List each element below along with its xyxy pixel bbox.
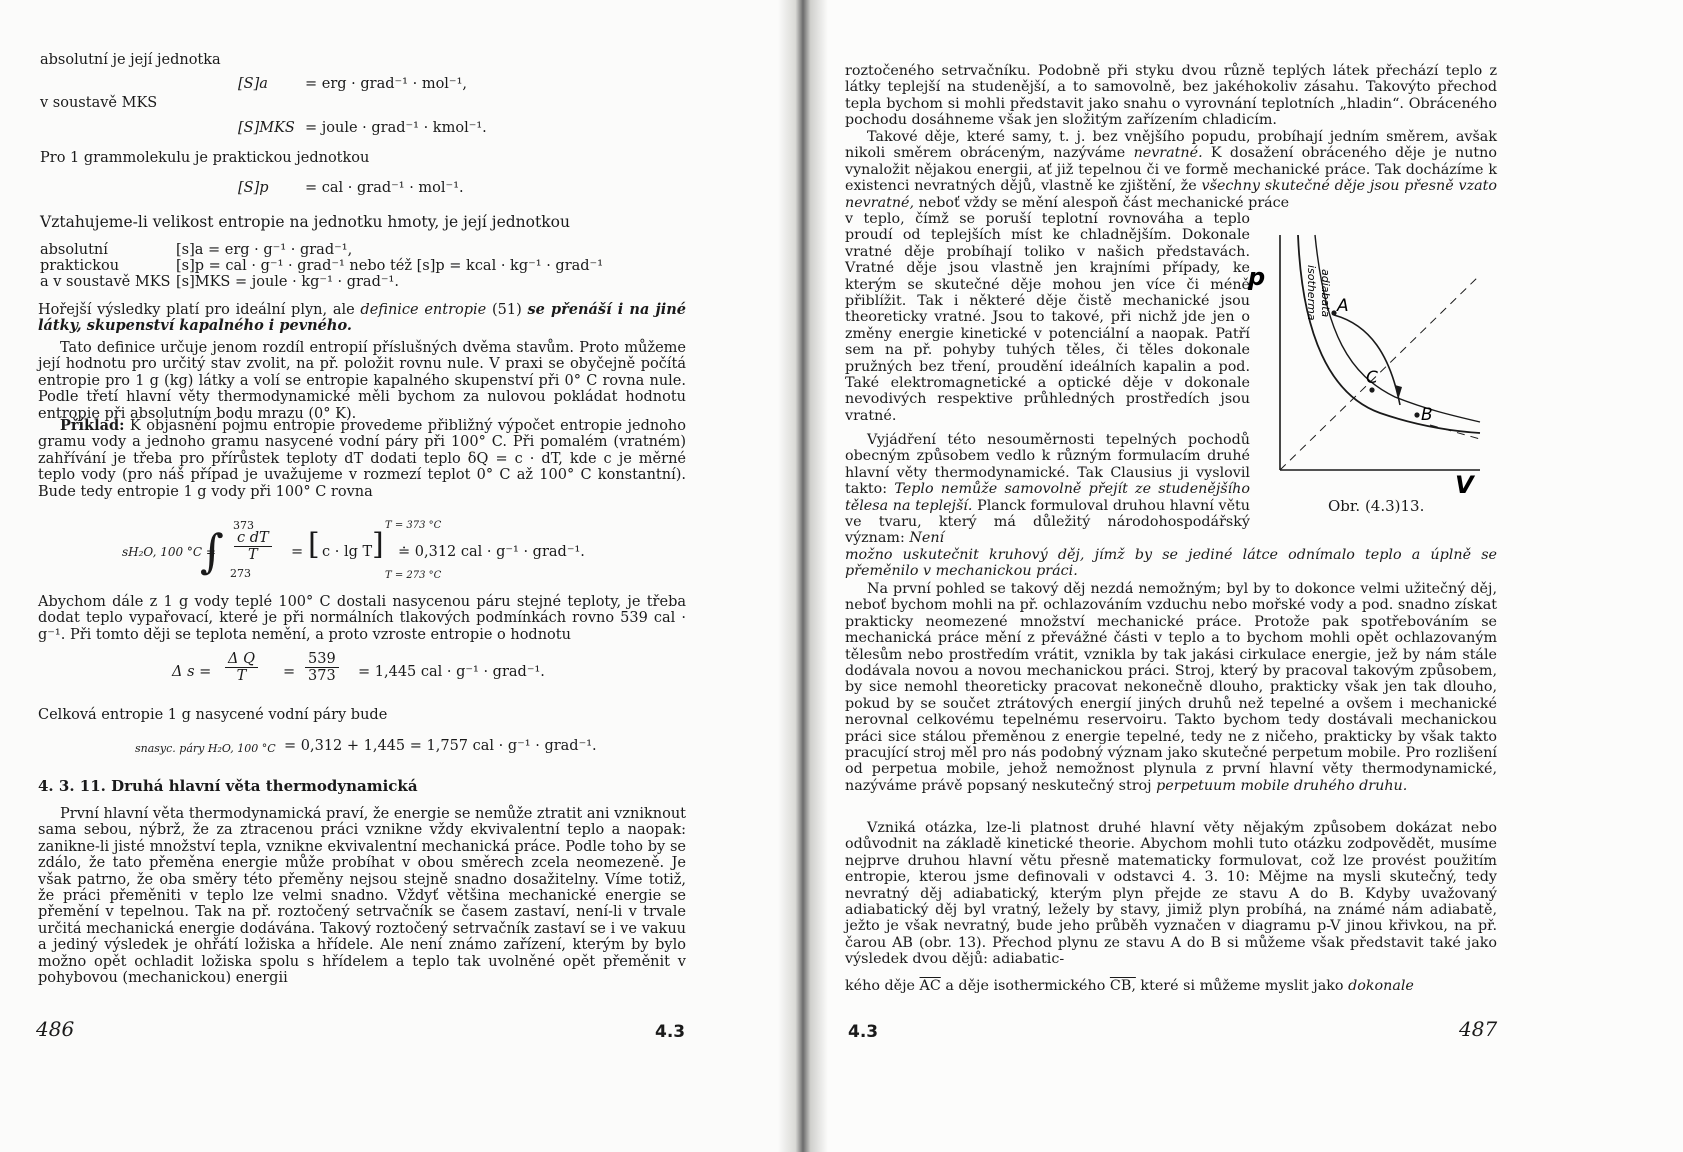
paragraph-emphasis: možno uskutečnit kruhový děj, jímž by se jediné látce odnímalo teplo a úplně se přeměnilo v mechanickou práci. — [845, 547, 1497, 580]
point-b-marker — [1414, 412, 1419, 417]
emphasis: perpetuum mobile druhého druhu. — [1156, 777, 1408, 794]
text-span: Hořejší výsledky platí pro ideální plyn, ale — [38, 302, 361, 318]
text-span: K dosažení obráceného děje je nutno vynaložit nějakou energii, ať již tepelnou či ve formě mechanické práce. Tak docházíme k existenci nevratných dějů, vlastně ke zjištění, že — [845, 145, 1497, 195]
right-page — [800, 0, 1683, 1152]
unit-label: praktickou — [40, 258, 120, 274]
equation-result: = 1,445 cal · g⁻¹ · grad⁻¹. — [358, 664, 545, 680]
text-line: Pro 1 grammolekulu je praktickou jednotkou — [40, 150, 370, 166]
text-line: v soustavě MKS — [40, 95, 158, 111]
equation-lhs: snasyc. páry H₂O, 100 °C — [135, 742, 276, 755]
equation-rhs: = erg · grad⁻¹ · mol⁻¹, — [305, 76, 468, 92]
fraction — [305, 651, 339, 684]
unit-equation: [s]a = erg · g⁻¹ · grad⁻¹, — [176, 242, 353, 258]
segment-cb: CB, — [1109, 978, 1136, 994]
text-span: Takové děje, které samy, t. j. bez vnějšího popudu, probíhají jedním směrem, avšak nikoli směrem obráceným, nazýváme — [845, 129, 1497, 162]
paragraph: v teplo, čímž se poruší teplotní rovnováha a teplo proudí od teplejších míst ke chladnějším. Dokonale vratné děje probíhají toliko v našich představách. Vratné děje jsou vlastně jen krajními případy, ke kterým se skutečné děje mohou jen více či méně přiblížit. Tak i některé děje čistě mechanické jsou theoreticky vratné. Jsou to takové, při nichž jde jen o změny energie kinetické v potenciální a naopak. Patří sem na př. pohyby tuhých těles, či těles dokonale pružných bez tření, proudění ideálních kapalin a pod. Také elektromagnetické a optické děje v dokonale nevodivých respektive průhledných prostředích jsou vratné. — [845, 211, 1250, 424]
fraction-denominator: T — [236, 668, 247, 684]
left-bracket: [ — [308, 527, 320, 562]
paragraph — [38, 418, 686, 500]
segment-ac: $\overline{AC}$ — [919, 978, 941, 994]
equation-lhs: sH₂O, 100 °C = — [122, 545, 216, 559]
paragraph — [845, 129, 1497, 211]
curve-label-adiabata: adiabata — [1319, 269, 1332, 318]
bracket-expression: c · lg T — [322, 544, 373, 560]
isotherm-curve — [1298, 235, 1480, 433]
text-span: kého děje — [845, 978, 920, 994]
fraction — [234, 530, 272, 563]
axis-label-p: p — [1248, 263, 1266, 291]
text-line — [845, 978, 1414, 994]
integral-sign: ∫ — [200, 524, 224, 578]
paragraph: Abychom dále z 1 g vody teplé 100° C dostali nasycenou páru stejné teploty, je třeba dodat teplo vypařovací, které je při normálních tlakových podmínkách rovno 539 cal · g⁻¹. Při tomto ději se teplota nemění, a proto vzroste entropie o hodnotu — [38, 594, 686, 643]
paragraph: Tato definice určuje jenom rozdíl entropií příslušných dvěma stavům. Proto můžeme její hodnotu pro určitý stav zvolit, na př. položit rovnu nule. V praxi se obyčejně počítá entropie pro 1 g (kg) látky a volí se entropie kapalného skupenství při 0° C rovna nule. Podle třetí hlavní věty thermodynamické měli bychom za nulovou pokládat hodnotu entropie při absolutním bodu mrazu (0° K). — [38, 340, 686, 422]
paragraph: Vzniká otázka, lze-li platnost druhé hlavní věty nějakým způsobem dokázat nebo odůvodnit na základě kinetické theorie. Abychom mohli tuto otázku zodpovědět, musíme nejprve druhou hlavní větu přesně matematicky formulovat, což lze provést použitím entropie, kterou jsme definovali v odstavci 4. 3. 10: Mějme na mysli skutečný, tedy nevratný děj adiabatický, kterým plyn přejde ze stavu A do B. Kdyby uvažovaný adiabatický děj byl vratný, ležely by stavy, jimiž plyn probíhá, na známé nám adiabatě, ježto je však nevratný, bude jeho průběh vyznačen v diagramu p-V jinou křivkou, na př. čarou AB (obr. 13). Přechod plynu ze stavu A do B si můžeme však představit také jako výsledek dvou dějů: adiabatic- — [845, 820, 1497, 968]
equation-result: ≐ 0,312 cal · g⁻¹ · grad⁻¹. — [398, 544, 585, 560]
emphasis: všechny skutečné děje jsou přesně vzato nevratné, — [845, 178, 1497, 211]
evaluation-lower: T = 273 °C — [385, 570, 442, 581]
text-span: a děje isothermického — [940, 978, 1110, 994]
right-bracket: ] — [372, 527, 384, 562]
unit-equation: [s]p = cal · g⁻¹ · grad⁻¹ nebo též [s]p = kcal · kg⁻¹ · grad⁻¹ — [176, 258, 604, 274]
point-c-marker — [1369, 387, 1374, 392]
unit-label: a v soustavě MKS — [40, 274, 171, 290]
emphasis: Není — [909, 530, 945, 547]
equation-rhs: = joule · grad⁻¹ · kmol⁻¹. — [305, 120, 487, 136]
chapter-marker: 4.3 — [655, 1022, 686, 1042]
page-number: 486 — [36, 1017, 75, 1041]
equation-lhs: [S]MKS — [238, 120, 295, 136]
fraction — [225, 651, 258, 684]
text-span: Planck formuloval druhou hlavní větu ve tvaru, který má důležitý národohospodářský význam: — [845, 497, 1250, 547]
point-label-c: C — [1366, 368, 1378, 388]
equation-rhs: = cal · grad⁻¹ · mol⁻¹. — [305, 180, 464, 196]
integral-upper-limit: 373 — [233, 519, 254, 532]
point-label-a: A — [1337, 296, 1349, 316]
fraction-denominator: 373 — [308, 668, 336, 684]
axis-label-v: V — [1455, 471, 1474, 499]
point-label-b: B — [1421, 405, 1433, 425]
text-span: (51) — [486, 302, 528, 318]
emphasis: Teplo nemůže samovolně přejít ze studenějšího tělesa na teplejší. — [845, 481, 1250, 514]
curve-label-isotherma: isotherma — [1305, 265, 1318, 321]
text-line: absolutní je její jednotka — [40, 52, 221, 68]
evaluation-upper: T = 373 °C — [385, 520, 442, 531]
emphasis: definice entropie — [360, 302, 487, 318]
paragraph: roztočeného setrvačníku. Podobně při styku dvou různě teplých látek přechází teplo z látky teplejší na studenější, a to samovolně, bez jakéhokoliv zásahu. Takovýto přechod tepla bychom si mohli představit jako snahu o vyrovnání teplotních „hladin“. Obráceného pochodu dosáhneme však jen složitým zařízením chladicím. — [845, 63, 1497, 129]
text-span: Vyjádření této nesouměrnosti tepelných pochodů obecným způsobem vedlo k různým formulacím druhé hlavní věty thermodynamické. Tak Clausius ji vyslovil takto: — [845, 432, 1250, 498]
text-line: Celková entropie 1 g nasycené vodní páry bude — [38, 707, 388, 723]
equation-lhs: [S]p — [238, 180, 269, 196]
emphasis: dokonale — [1348, 978, 1414, 994]
unit-label: absolutní — [40, 242, 108, 258]
text-span: Na první pohled se takový děj nezdá nemožným; byl by to dokonce velmi užitečný děj, neboť bychom mohli na př. ochlazováním vzduchu nebo mořské vody a pod. snadno získat prakticky neomezené množství mechanické práce. Protože pak spotřebováním se mechanická práce mění z převážné části v teplo a to bychom mohli opět ochlazovaným tělesům nebo prostředím vrátit, vznikla by tak jakási cirkulace energie, jež by nám stále dodávala novou a novou mechanickou práci. Stroj, který by pracoval takovým způsobem, by sice nemohl theoreticky pracovat nekonečně dlouho, prakticky však jen tak dlouho, pokud by se součet ztrátových energií jiných druhů než tepelné a ovšem i mechanické nerovnal celkovému tepelnému reservoiru. Takto bychom tedy dostávali mechanickou práci sice stálou přeměnou z energie tepelné, tedy ne z ničeho, prakticky by však takto pracující stroj měl pro nás podobný význam jako skutečné perpetum mobile. Pro rozlišení od perpetua mobile, jehož nemožnost plynula z první hlavní věty thermodynamické, nazýváme právě popsaný neskutečný stroj — [845, 581, 1497, 794]
text-span: K objasnění pojmu entropie provedeme přibližný výpočet entropie jednoho gramu vody a jednoho gramu nasycené vodní páry při 100° C. Při pomalém (vratném) zahřívání je třeba pro přírůstek teploty dT dodati teplo δQ = c · dT, kde c je měrné teplo vody (pro náš případ je uvažujeme v rozmezí teplot 0° C až 100° C konstantní). Bude tedy entropie 1 g vody při 100° C rovna — [38, 418, 686, 500]
unit-equation: [s]MKS = joule · kg⁻¹ · grad⁻¹. — [176, 274, 399, 290]
left-page — [0, 0, 800, 1152]
equation-lhs: Δ s = — [172, 664, 212, 680]
paragraph: První hlavní věta thermodynamická praví, že energie se nemůže ztratit ani vzniknout sama sebou, nýbrž, že za ztracenou práci vznikne vždy ekvivalentní teplo a naopak: zanikne-li jisté množství tepla, vznikne ekvivalentní mechanická práce. Podle toho by se zdálo, že tato přeměna energie může probíhat v obou směrech zcela neomezeně. Je však patrno, že oba směry této přeměny nejsou stejně snadno dosažitelny. Víme totiž, že práci přeměniti v teplo lze velmi snadno. Vždyť většina mechanické energie se přemění v tepelnou. Tak na př. roztočený setrvačník se časem zastaví, není-li v trvale určitá mechanická energie dodávána. Takový roztočený setrvačník zastaví se i ve vakuu a jediný výsledek je ohřátí ložiska a hřídele. Ale není známo zařízení, kterým by bylo možno opět ochladit ložiska spolu s hřídelem a teplo tak uvolněné opět přeměnit v pohybovou (mechanickou) energii — [38, 806, 686, 987]
process-curve-ab — [1334, 315, 1400, 405]
integral-lower-limit: 273 — [230, 567, 251, 580]
figure-caption: Obr. (4.3)13. — [1328, 497, 1425, 515]
fraction-numerator: 539 — [305, 651, 339, 668]
chapter-marker: 4.3 — [848, 1022, 879, 1042]
fraction-denominator: T — [248, 547, 258, 563]
paragraph — [845, 432, 1250, 547]
pv-diagram-figure — [1250, 225, 1500, 525]
emphasis: nevratné. — [1133, 145, 1203, 162]
equals-sign: = — [283, 664, 296, 680]
page-number: 487 — [1459, 1017, 1498, 1041]
paragraph — [845, 581, 1497, 794]
section-heading: 4. 3. 11. Druhá hlavní věta thermodynamická — [38, 777, 418, 795]
text-line: Vztahujeme-li velikost entropie na jednotku hmoty, je její jednotkou — [40, 213, 570, 231]
equation-rhs: = 0,312 + 1,445 = 1,757 cal · g⁻¹ · grad⁻¹. — [284, 738, 597, 754]
paragraph — [38, 302, 686, 335]
text-span: neboť vždy se mění alespoň část mechanické práce — [914, 194, 1290, 211]
emphasis: se přenáší i na jiné látky, skupenství kapalného i pevného. — [38, 301, 687, 335]
fraction-numerator: c dT — [234, 530, 272, 547]
equation-lhs: [S]a — [238, 76, 268, 92]
fraction-numerator: Δ Q — [225, 651, 258, 668]
equals-sign: = — [291, 544, 304, 560]
book-spine — [778, 0, 828, 1152]
text-span: které si můžeme myslit jako — [1135, 978, 1349, 994]
example-label: Příklad: — [60, 417, 125, 434]
